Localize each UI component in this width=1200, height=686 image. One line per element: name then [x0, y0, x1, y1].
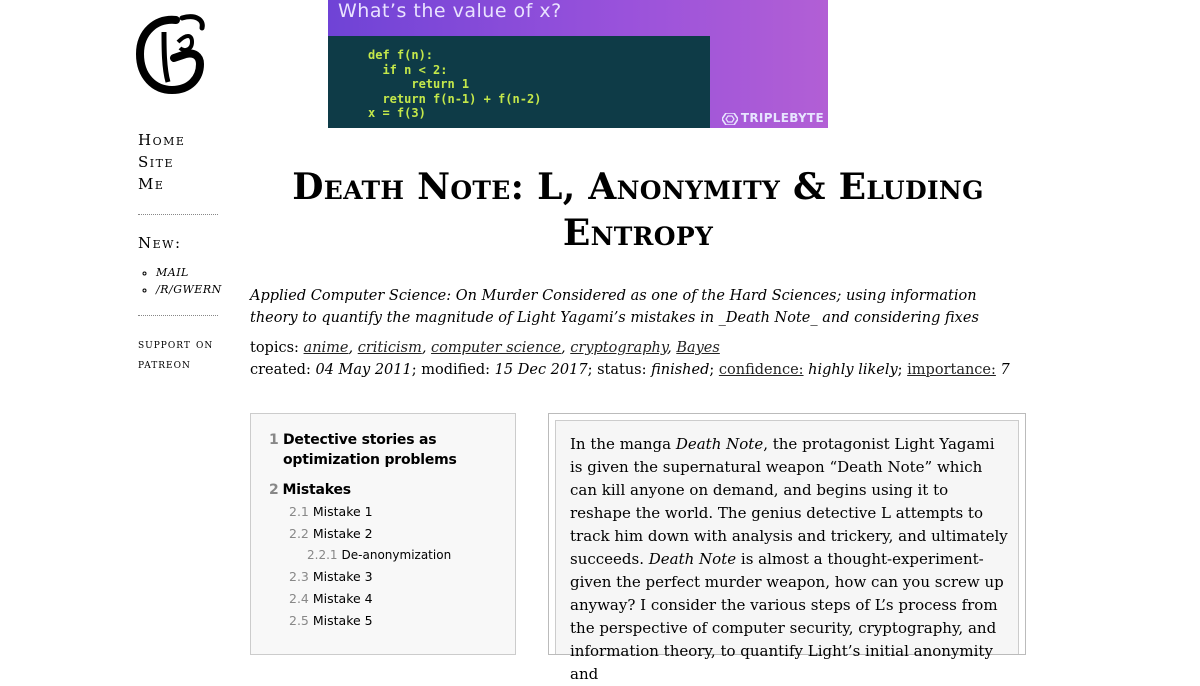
site-nav: [138, 129, 185, 195]
topic-link[interactable]: cryptography: [570, 340, 668, 356]
triplebyte-brand: [722, 111, 824, 125]
toc-number: 2: [269, 482, 279, 498]
toc-label: Mistake 4: [312, 591, 373, 606]
table-of-contents: [250, 413, 516, 655]
toc-item[interactable]: [289, 591, 373, 606]
patreon-link[interactable]: [138, 335, 248, 375]
toc-number: 2.4: [289, 591, 309, 606]
code-line: if n < 2:: [368, 62, 448, 77]
status-label: status:: [597, 362, 647, 378]
toc-label: Mistake 1: [312, 504, 373, 519]
toc-item[interactable]: [289, 526, 373, 541]
toc-item[interactable]: [307, 548, 451, 562]
toc-number: 2.2.1: [307, 548, 338, 562]
created-date: 04 May 2011: [315, 362, 412, 378]
topics-line: topics: anime, criticism, computer science, cryptography, Bayes: [250, 340, 720, 356]
banner-question: What’s the value of x?: [338, 0, 562, 22]
page-metadata: [250, 337, 1030, 381]
page-title: Death Note: L, Anonymity & Eluding Entropy: [292, 166, 984, 254]
patreon-label: support on patreon: [138, 337, 214, 372]
toc-label: Mistake 3: [312, 569, 373, 584]
toc-number: 1: [269, 432, 279, 448]
nav-home-link[interactable]: Home: [138, 131, 186, 149]
sidebar-divider: [138, 214, 218, 215]
importance-link[interactable]: importance:: [907, 362, 996, 378]
code-line: def f(n):: [368, 48, 434, 62]
new-item: [156, 264, 222, 281]
toc-item[interactable]: [289, 569, 373, 584]
confidence-value: highly likely: [808, 362, 898, 378]
topic-link[interactable]: anime: [303, 340, 349, 356]
status-value: finished: [651, 362, 710, 378]
toc-label: Mistakes: [282, 482, 351, 498]
confidence-link[interactable]: confidence:: [718, 362, 804, 378]
new-item: [156, 281, 222, 298]
abstract-text: In the manga Death Note, the protagonist Light Yagami is given the supernatural weapon “Death Note” which can kill anyone on demand, and begins using it to reshape the world. The genius detective L attempts to track him down with analysis and trickery, and ultimately succeeds. Death Note is almost a thought-experiment-given the perfect murder weapon, how can you screw up anyway? I consider the various steps of L’s process from the perspective of computer security, cryptography, and information theory, to quantify Light’s initial anonymity and: [570, 435, 1008, 683]
modified-label: modified:: [421, 362, 491, 378]
abstract-box: [548, 413, 1026, 683]
toc-number: 2.2: [289, 526, 309, 541]
nav-site-link[interactable]: Site: [138, 153, 174, 171]
code-line: x = f(3): [368, 106, 426, 120]
toc-number: 2.5: [289, 613, 309, 628]
topic-link[interactable]: Bayes: [676, 340, 720, 356]
created-label: created:: [250, 362, 311, 378]
toc-number: 2.3: [289, 569, 309, 584]
toc-item[interactable]: [269, 480, 351, 500]
nav-me-link[interactable]: Me: [138, 175, 165, 193]
banner-ad[interactable]: [328, 0, 828, 128]
hexagon-icon: [722, 113, 736, 124]
site-logo[interactable]: [134, 12, 208, 94]
code-snippet: [328, 36, 710, 128]
topic-link[interactable]: criticism: [357, 340, 422, 356]
topic-link[interactable]: computer science: [431, 340, 562, 356]
toc-label: Detective stories as optimization problems: [283, 432, 457, 468]
new-mail-link[interactable]: MAIL: [156, 266, 189, 279]
importance-value: 7: [1000, 362, 1010, 378]
toc-item[interactable]: [289, 613, 373, 628]
code-line: return f(n-1) + f(n-2): [368, 91, 542, 106]
toc-label: Mistake 2: [312, 526, 373, 541]
toc-item[interactable]: [289, 504, 373, 519]
page-description: Applied Computer Science: On Murder Considered as one of the Hard Sciences; using information theory to quantify the magnitude of Light Yagami’s mistakes in _Death Note_ and considering fixes: [250, 288, 979, 326]
new-list: [138, 264, 222, 298]
toc-item[interactable]: [269, 430, 489, 470]
toc-label: Mistake 5: [312, 613, 373, 628]
new-label: New:: [138, 234, 182, 252]
new-reddit-link[interactable]: /R/GWERN: [156, 283, 222, 296]
sidebar-divider: [138, 315, 218, 316]
dates-line: created: 04 May 2011; modified: 15 Dec 2017; status: finished; confidence: highly likely; importance: 7: [250, 362, 1010, 378]
gwern-logo-icon: [134, 12, 208, 94]
topics-label: topics:: [250, 340, 299, 356]
brand-name: TRIPLEBYTE: [740, 111, 824, 125]
abstract-inner: [555, 420, 1019, 683]
code-line: return 1: [368, 77, 470, 91]
modified-date: 15 Dec 2017: [494, 362, 588, 378]
toc-label: De-anonymization: [341, 548, 452, 562]
toc-number: 2.1: [289, 504, 309, 519]
